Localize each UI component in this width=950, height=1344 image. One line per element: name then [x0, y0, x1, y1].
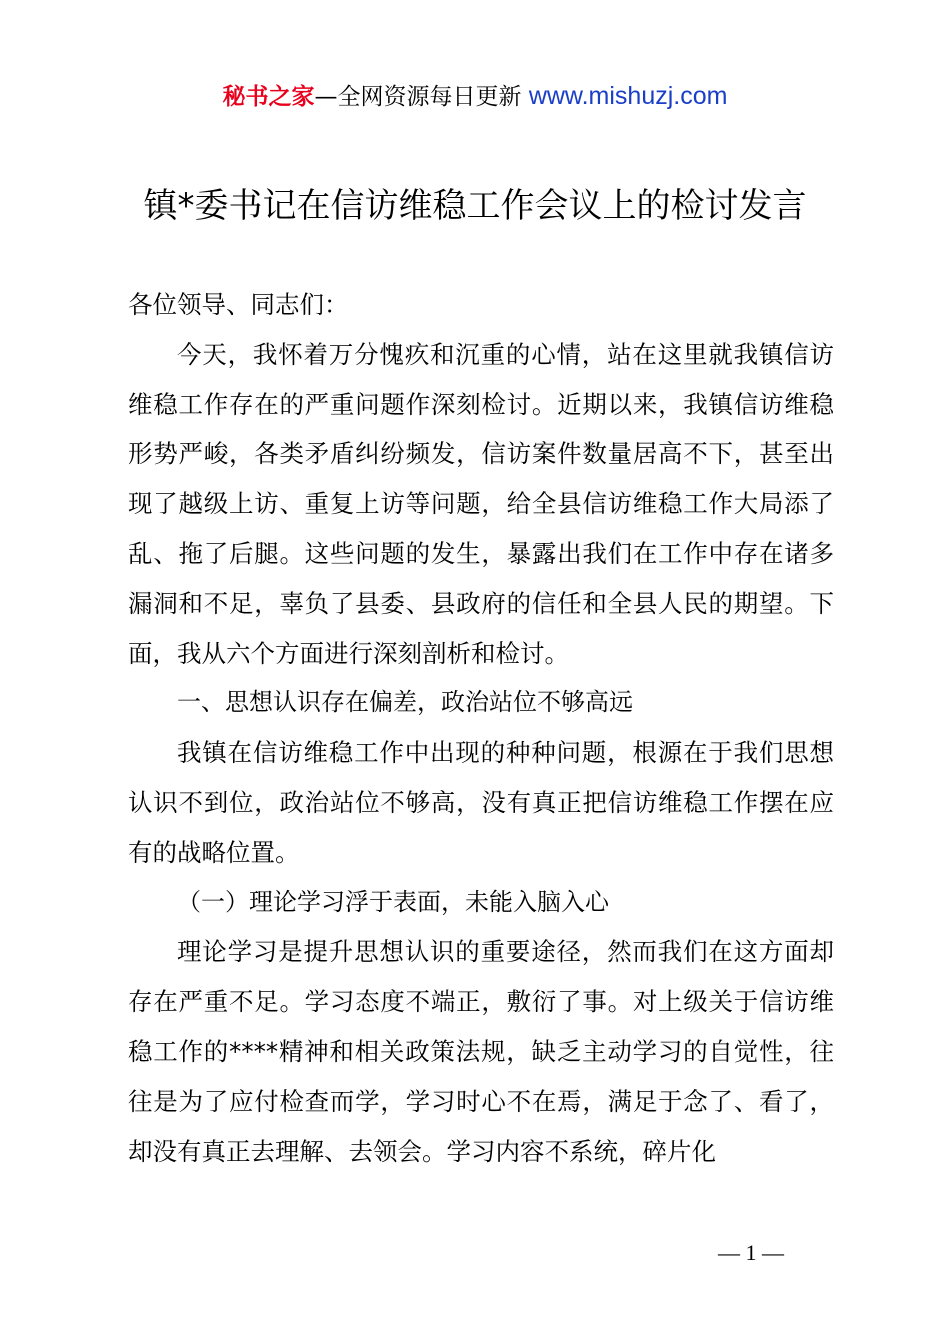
site-url: www.mishuzj.com: [528, 82, 728, 110]
subsection-heading-1: （一）理论学习浮于表面，未能入脑入心: [177, 887, 609, 916]
brand-name: 秘书之家: [222, 84, 315, 110]
paragraph-subsection-1: 理论学习是提升思想认识的重要途径，然而我们在这方面却存在严重不足。学习态度不端正，敷衍了事。对上级关于信访维稳工作的****精神和相关政策法规，缺乏主动学习的自觉性，往往是为了应付检查而学，学习时心不在焉，满足于念了、看了，却没有真正去理解、去领会。学习内容不系统，碎片化: [128, 937, 834, 1166]
document-title: 镇*委书记在信访维稳工作会议上的检讨发言: [143, 186, 807, 226]
brand-tagline: —全网资源每日更新: [314, 84, 529, 110]
salutation: 各位领导、同志们：: [128, 290, 349, 319]
paragraph-section-1: 我镇在信访维稳工作中出现的种种问题，根源在于我们思想认识不到位，政治站位不够高，没有真正把信访维稳工作摆在应有的战略位置。: [128, 738, 834, 867]
paragraph-intro: 今天，我怀着万分愧疚和沉重的心情，站在这里就我镇信访维稳工作存在的严重问题作深刻检讨。近期以来，我镇信访维稳形势严峻，各类矛盾纠纷频发，信访案件数量居高不下，甚至出现了越级上访、重复上访等问题，给全县信访维稳工作大局添了乱、拖了后腿。这些问题的发生，暴露出我们在工作中存在诸多漏洞和不足，辜负了县委、县政府的信任和全县人民的期望。下面，我从六个方面进行深刻剖析和检讨。: [128, 339, 834, 668]
site-watermark-header: [0, 78, 950, 115]
page-number: — 1 —: [718, 1240, 784, 1265]
section-heading-1: 一、思想认识存在偏差，政治站位不够高远: [177, 688, 633, 717]
document-body: [128, 280, 834, 1176]
